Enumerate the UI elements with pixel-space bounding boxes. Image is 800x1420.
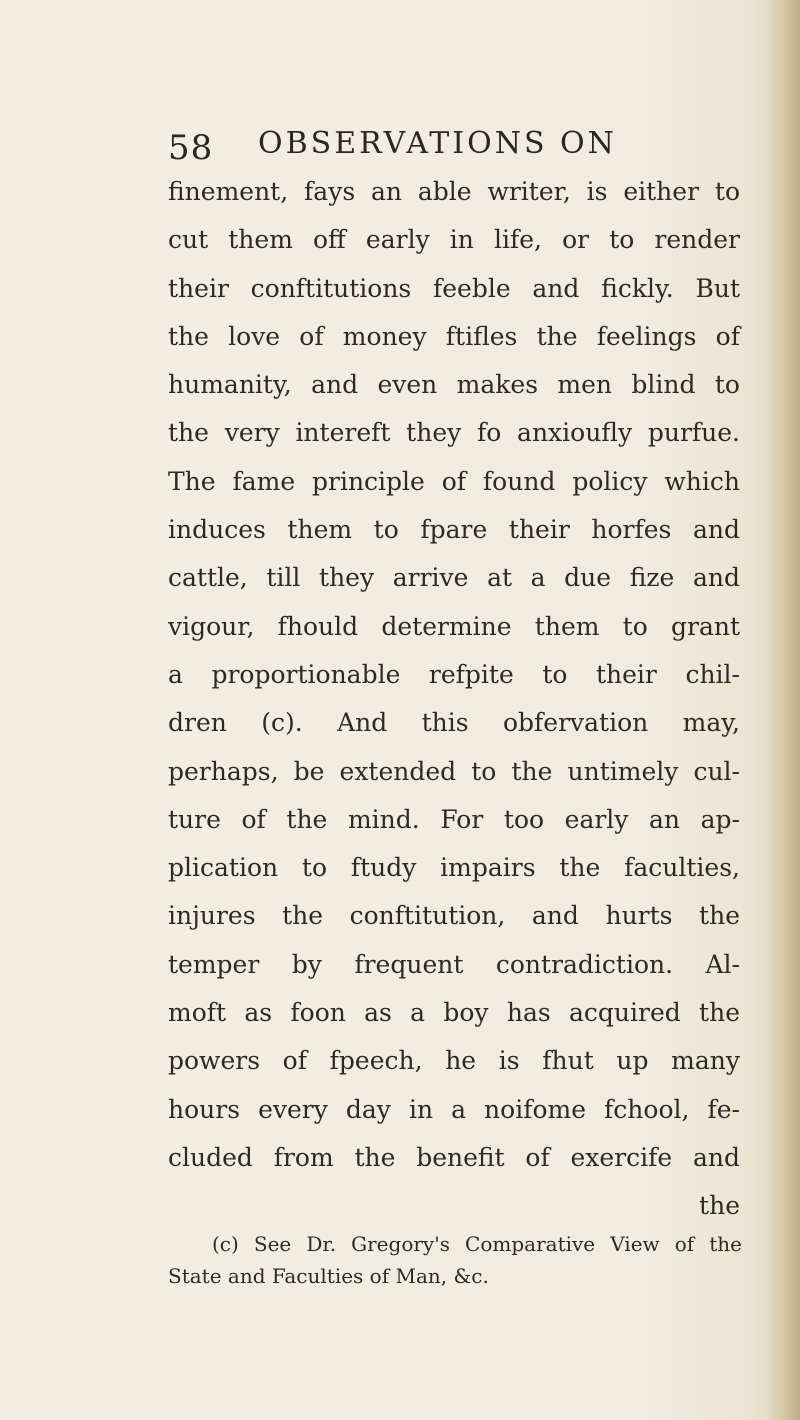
text-line: cattle, till they arrive at a due fize and	[168, 563, 740, 593]
text-line: their conftitutions feeble and fickly. But	[168, 273, 740, 303]
page-edge	[768, 0, 800, 1420]
text-line: hours every day in a noifome fchool, fe-	[168, 1094, 740, 1124]
text-line: a proportionable refpite to their chil-	[168, 659, 740, 689]
text-line: perhaps, be extended to the untimely cul-	[168, 756, 740, 786]
text-line: cluded from the benefit of exercife and	[168, 1142, 740, 1172]
footnote-line: (c) See Dr. Gregory's Comparative View of the	[212, 1232, 742, 1256]
text-line: induces them to fpare their horfes and	[168, 515, 740, 545]
text-line: ture of the mind. For too early an ap-	[168, 804, 740, 834]
footnote	[168, 1228, 742, 1292]
text-line: dren (c). And this obfervation may,	[168, 708, 740, 738]
footnote-line: State and Faculties of Man, &c.	[168, 1264, 489, 1288]
text-line: humanity, and even makes men blind to	[168, 370, 740, 400]
text-line: The fame principle of found policy which	[168, 466, 740, 496]
text-line: moft as foon as a boy has acquired the	[168, 998, 740, 1028]
text-line: powers of fpeech, he is fhut up many	[168, 1046, 740, 1076]
text-line: the very intereft they fo anxioufly purfue.	[168, 418, 740, 448]
text-line: finement, fays an able writer, is either to	[168, 177, 740, 206]
body-text	[168, 168, 740, 1231]
catchword: the	[699, 1191, 740, 1221]
text-line: vigour, fhould determine them to grant	[168, 611, 740, 641]
text-line: temper by frequent contradiction. Al-	[168, 949, 740, 979]
text-line: injures the conftitution, and hurts the	[168, 901, 740, 931]
page-number: 58	[168, 128, 214, 168]
text-line: the love of money ftifles the feelings of	[168, 321, 740, 351]
text-line: cut them off early in life, or to render	[168, 225, 740, 255]
running-head: OBSERVATIONS ON	[258, 126, 617, 161]
text-line: plication to ftudy impairs the faculties,	[168, 853, 740, 883]
